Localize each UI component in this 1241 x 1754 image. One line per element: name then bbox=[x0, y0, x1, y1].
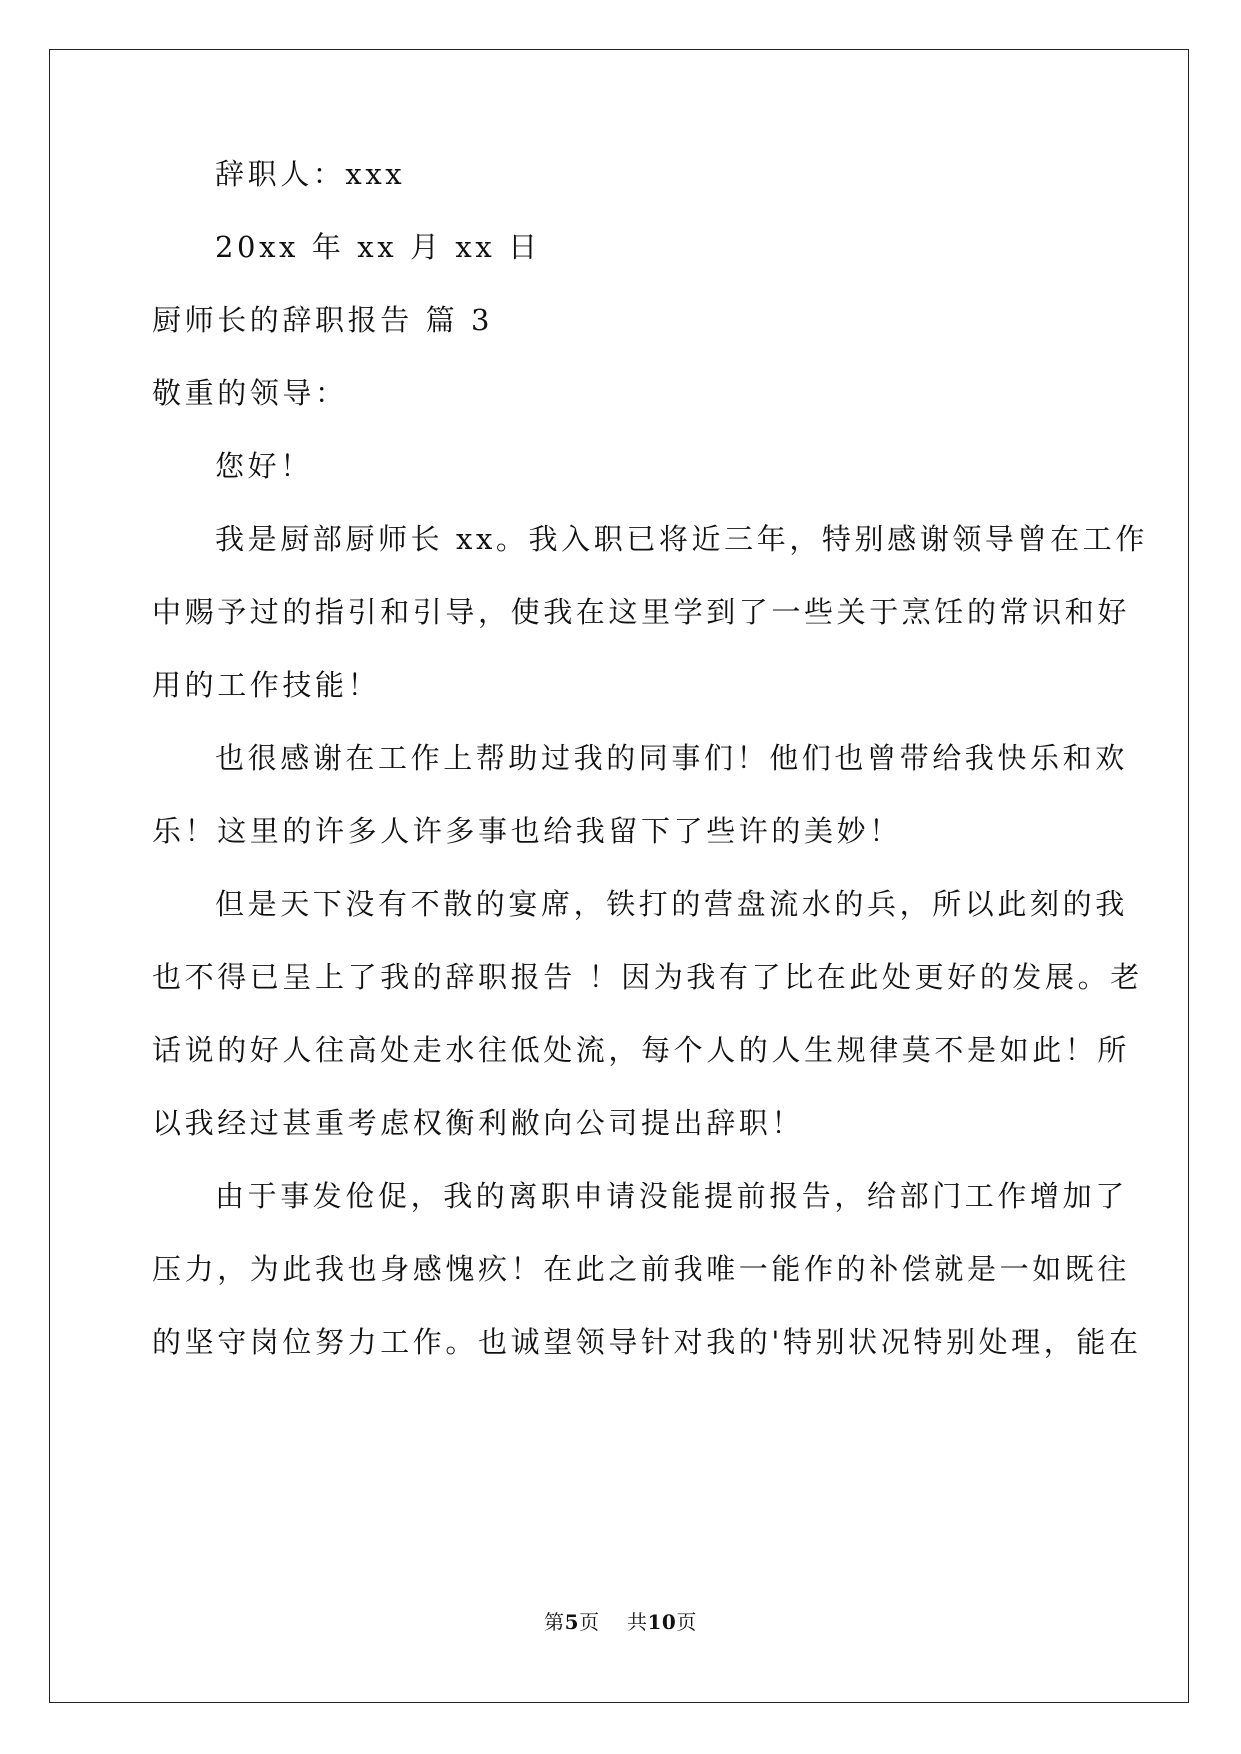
total-pages: 10 bbox=[647, 1610, 677, 1634]
signature-name: 辞职人：xxx bbox=[215, 157, 406, 191]
body-line: 由于事发伧促，我的离职申请没能提前报告，给部门工作增加了 bbox=[215, 1179, 1128, 1213]
section-title: 厨师长的辞职报告 篇 3 bbox=[152, 303, 494, 337]
footer-total-prefix: 共 bbox=[627, 1610, 648, 1634]
footer-total-unit: 页 bbox=[676, 1610, 697, 1634]
footer-prefix: 第 bbox=[544, 1610, 565, 1634]
body-line: 话说的好人往高处走水往低处流，每个人的人生规律莫不是如此！所 bbox=[152, 1033, 1131, 1067]
signature-date: 20xx 年 xx 月 xx 日 bbox=[215, 230, 541, 264]
body-line: 但是天下没有不散的宴席，铁打的营盘流水的兵，所以此刻的我 bbox=[215, 887, 1128, 921]
salutation: 敬重的领导： bbox=[152, 376, 348, 410]
footer-page-unit: 页 bbox=[579, 1610, 600, 1634]
body-line: 也不得已呈上了我的辞职报告 ！因为我有了比在此处更好的发展。老 bbox=[152, 960, 1143, 994]
body-line: 以我经过甚重考虑权衡利敝向公司提出辞职！ bbox=[152, 1106, 805, 1140]
body-line: 压力，为此我也身感愧疚！在此之前我唯一能作的补偿就是一如既往 bbox=[152, 1252, 1131, 1286]
greeting: 您好！ bbox=[215, 449, 313, 483]
page-footer bbox=[0, 1610, 1241, 1634]
page-border bbox=[49, 49, 1189, 1703]
page-number: 5 bbox=[564, 1610, 580, 1634]
body-line: 用的工作技能！ bbox=[152, 668, 381, 702]
body-line: 的坚守岗位努力工作。也诚望领导针对我的'特别状况特别处理，能在 bbox=[152, 1325, 1142, 1359]
body-line: 乐！这里的许多人许多事也给我留下了些许的美妙！ bbox=[152, 814, 902, 848]
body-line: 我是厨部厨师长 xx。我入职已将近三年，特别感谢领导曾在工作 bbox=[215, 522, 1148, 556]
body-line: 也很感谢在工作上帮助过我的同事们！他们也曾带给我快乐和欢 bbox=[215, 741, 1128, 775]
body-line: 中赐予过的指引和引导，使我在这里学到了一些关于烹饪的常识和好 bbox=[152, 595, 1131, 629]
